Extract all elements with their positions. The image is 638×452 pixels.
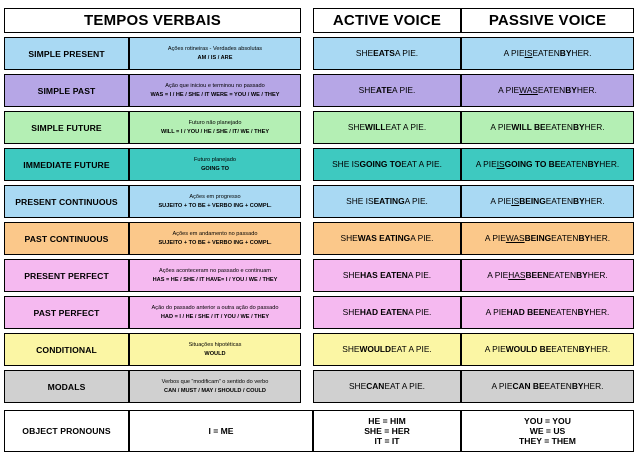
tense-usage-note [129, 185, 301, 218]
text-run: SHE [355, 48, 374, 58]
text-run: EATEN [545, 196, 574, 206]
text-run: A PIE. [404, 196, 428, 206]
underlined-text: IS [511, 196, 520, 206]
text-run: EATEN [550, 307, 578, 317]
emphasis-text: BEING [519, 196, 546, 206]
auxiliary-verbs: AM / IS / ARE [197, 54, 233, 61]
text-run: HER. [589, 307, 610, 317]
table-row [4, 370, 634, 403]
text-run: SHE [342, 344, 360, 354]
auxiliary-verbs: SUJEITO + TO BE + VERBO ING + COMPL. [158, 202, 272, 209]
passive-voice-example [461, 370, 634, 403]
text-run: EAT A PIE. [384, 381, 426, 391]
pronoun-pair: SHE = HER [364, 426, 410, 436]
emphasis-text: HAS EATEN [360, 270, 408, 280]
table-row [4, 74, 634, 107]
emphasis-text: BY [587, 159, 600, 169]
emphasis-text: HAD EATEN [359, 307, 409, 317]
text-run: HER. [587, 270, 608, 280]
text-run: HER. [590, 344, 611, 354]
passive-voice-example [461, 111, 634, 144]
tense-name: SIMPLE PRESENT [4, 37, 129, 70]
auxiliary-verbs: WOULD [204, 350, 226, 357]
underlined-text: HAS [508, 270, 526, 280]
tense-usage-note [129, 370, 301, 403]
pronoun-pair: YOU = YOU [524, 416, 571, 426]
text-run: A PIE. [410, 233, 434, 243]
text-run: EAT A PIE. [401, 159, 442, 169]
emphasis-text: GOING TO [359, 159, 402, 169]
pronouns-row [4, 410, 634, 452]
text-run: A PIE [490, 196, 512, 206]
passive-voice-example [461, 333, 634, 366]
usage-description: Ações aconteceram no passado e continuam [159, 267, 271, 274]
text-run: A PIE. [394, 48, 419, 58]
tense-usage-note [129, 296, 301, 329]
header-tenses: TEMPOS VERBAIS [4, 8, 301, 33]
active-voice-example [313, 37, 461, 70]
verb-tense-table [4, 8, 634, 446]
underlined-text: IS [496, 159, 505, 169]
passive-voice-example [461, 74, 634, 107]
pronoun-list-passive [461, 410, 634, 452]
text-run: A PIE [475, 159, 497, 169]
text-run: A PIE [491, 381, 513, 391]
text-run: HER. [590, 233, 611, 243]
usage-description: Ações em andamento no passado [172, 230, 258, 237]
text-run: SHE [340, 233, 358, 243]
passive-voice-example [461, 222, 634, 255]
text-run: SHE [342, 307, 360, 317]
passive-voice-example [461, 296, 634, 329]
usage-description: Futuro não planejado [188, 119, 242, 126]
table-row [4, 259, 634, 292]
text-run: HER. [584, 196, 605, 206]
text-run: EATEN [548, 270, 577, 280]
text-run: A PIE [484, 233, 506, 243]
auxiliary-verbs: GOING TO [201, 165, 229, 172]
emphasis-text: BEEN [525, 270, 549, 280]
underlined-text: WAS [505, 233, 525, 243]
pronoun-pair: WE = US [529, 426, 566, 436]
emphasis-text: EATING [373, 196, 405, 206]
text-run: EATEN [545, 122, 573, 132]
active-voice-example [313, 296, 461, 329]
emphasis-text: EATS [373, 48, 395, 58]
tense-usage-note [129, 37, 301, 70]
table-row [4, 111, 634, 144]
emphasis-text: WOULD BE [505, 344, 552, 354]
pronoun-pair: HE = HIM [368, 416, 406, 426]
usage-description: Ação que iniciou e terminou no passado [165, 82, 265, 89]
tense-usage-note [129, 259, 301, 292]
tense-name: PRESENT CONTINUOUS [4, 185, 129, 218]
emphasis-text: CAN [366, 381, 385, 391]
emphasis-text: WILL [365, 122, 386, 132]
text-run: A PIE. [407, 270, 432, 280]
emphasis-text: HAD BEEN [506, 307, 551, 317]
text-run: A PIE [484, 344, 506, 354]
text-run: EAT A PIE. [385, 122, 427, 132]
text-run: A PIE [487, 270, 509, 280]
active-voice-example [313, 370, 461, 403]
emphasis-text: BY [576, 270, 588, 280]
text-run: SHE [342, 270, 361, 280]
tense-name: MODALS [4, 370, 129, 403]
usage-description: Futuro planejado [194, 156, 236, 163]
auxiliary-verbs: HAD = I / HE / SHE / IT / YOU / WE / THEY [160, 313, 270, 320]
tense-name: OBJECT PRONOUNS [4, 410, 129, 452]
tense-name: PAST PERFECT [4, 296, 129, 329]
passive-voice-example [461, 37, 634, 70]
tense-name: IMMEDIATE FUTURE [4, 148, 129, 181]
text-run: A PIE. [392, 85, 416, 95]
text-run: EATEN [544, 381, 572, 391]
pronoun-pair: THEY = THEM [519, 436, 576, 446]
text-run: HER. [576, 85, 597, 95]
auxiliary-verbs: SUJEITO + TO BE + VERBO ING + COMPL. [158, 239, 272, 246]
text-run: EATEN [560, 159, 588, 169]
emphasis-text: BY [572, 122, 585, 132]
passive-voice-example [461, 259, 634, 292]
emphasis-text: BY [571, 381, 584, 391]
emphasis-text: WOULD [359, 344, 392, 354]
table-row [4, 296, 634, 329]
passive-voice-example [461, 185, 634, 218]
tense-usage-note [129, 111, 301, 144]
usage-description: Ações em progresso [189, 193, 241, 200]
text-run: SHE IS [332, 159, 360, 169]
emphasis-text: BY [565, 85, 577, 95]
header-passive-voice: PASSIVE VOICE [461, 8, 634, 33]
text-run: EATEN [551, 233, 579, 243]
tense-usage-note [129, 148, 301, 181]
active-voice-example [313, 111, 461, 144]
text-run: EATEN [532, 48, 560, 58]
tense-name: SIMPLE PAST [4, 74, 129, 107]
table-row [4, 148, 634, 181]
active-voice-example [313, 185, 461, 218]
tense-usage-note [129, 222, 301, 255]
table-row [4, 333, 634, 366]
text-run: HER. [599, 159, 620, 169]
text-run: SHE [348, 381, 367, 391]
auxiliary-verbs: CAN / MUST / MAY / SHOULD / COULD [164, 387, 266, 394]
auxiliary-verbs: HAS = HE / SHE / IT HAVE= I / YOU / WE / THEY [152, 276, 278, 283]
usage-description: Ação do passado anterior a outra ação do passado [151, 304, 279, 311]
emphasis-text: WAS EATING [357, 233, 411, 243]
table-header [4, 8, 634, 33]
text-run: SHE [347, 122, 366, 132]
emphasis-text: BY [578, 344, 591, 354]
text-run: HER. [583, 381, 604, 391]
text-run: EATEN [551, 344, 579, 354]
text-run: EAT A PIE. [391, 344, 432, 354]
table-row [4, 37, 634, 70]
usage-description: Situações hipotéticas [188, 341, 242, 348]
underlined-text: WAS [519, 85, 538, 95]
passive-voice-example [461, 148, 634, 181]
tense-name: SIMPLE FUTURE [4, 111, 129, 144]
text-run: HER. [584, 122, 605, 132]
active-voice-example [313, 333, 461, 366]
tense-name: PRESENT PERFECT [4, 259, 129, 292]
tense-usage-note [129, 74, 301, 107]
text-run: A PIE [503, 48, 525, 58]
emphasis-text: BY [559, 48, 572, 58]
text-run: A PIE [498, 85, 520, 95]
text-run: SHE [358, 85, 376, 95]
tense-usage-note [129, 333, 301, 366]
auxiliary-verbs: WILL = I / YOU / HE / SHE / IT/ WE / THEY [160, 128, 270, 135]
text-run: A PIE. [408, 307, 432, 317]
emphasis-text: CAN BE [512, 381, 545, 391]
text-run: A PIE [485, 307, 507, 317]
text-run: EATEN [537, 85, 566, 95]
underlined-text: IS [524, 48, 533, 58]
active-voice-example [313, 259, 461, 292]
pronoun-list-active [313, 410, 461, 452]
pronoun-pair: IT = IT [374, 436, 400, 446]
emphasis-text: BEING [524, 233, 552, 243]
emphasis-text: ATE [375, 85, 393, 95]
emphasis-text: BY [573, 196, 585, 206]
emphasis-text: GOING TO BE [504, 159, 561, 169]
emphasis-text: BY [577, 307, 590, 317]
active-voice-example [313, 148, 461, 181]
emphasis-text: WILL BE [511, 122, 546, 132]
tense-name: PAST CONTINUOUS [4, 222, 129, 255]
usage-description: Verbos que “modificam” o sentido do verbo [161, 378, 269, 385]
tense-name: CONDITIONAL [4, 333, 129, 366]
emphasis-text: BY [578, 233, 591, 243]
table-row [4, 185, 634, 218]
pronoun-subject: I = ME [129, 410, 313, 452]
text-run: HER. [571, 48, 592, 58]
auxiliary-verbs: WAS = I / HE / SHE / IT WERE = YOU / WE / THEY [150, 91, 280, 98]
table-row [4, 222, 634, 255]
active-voice-example [313, 74, 461, 107]
header-active-voice: ACTIVE VOICE [313, 8, 461, 33]
text-run: A PIE [490, 122, 512, 132]
usage-description: Ações rotineiras - Verdades absolutas [167, 45, 263, 52]
active-voice-example [313, 222, 461, 255]
text-run: SHE IS [346, 196, 374, 206]
